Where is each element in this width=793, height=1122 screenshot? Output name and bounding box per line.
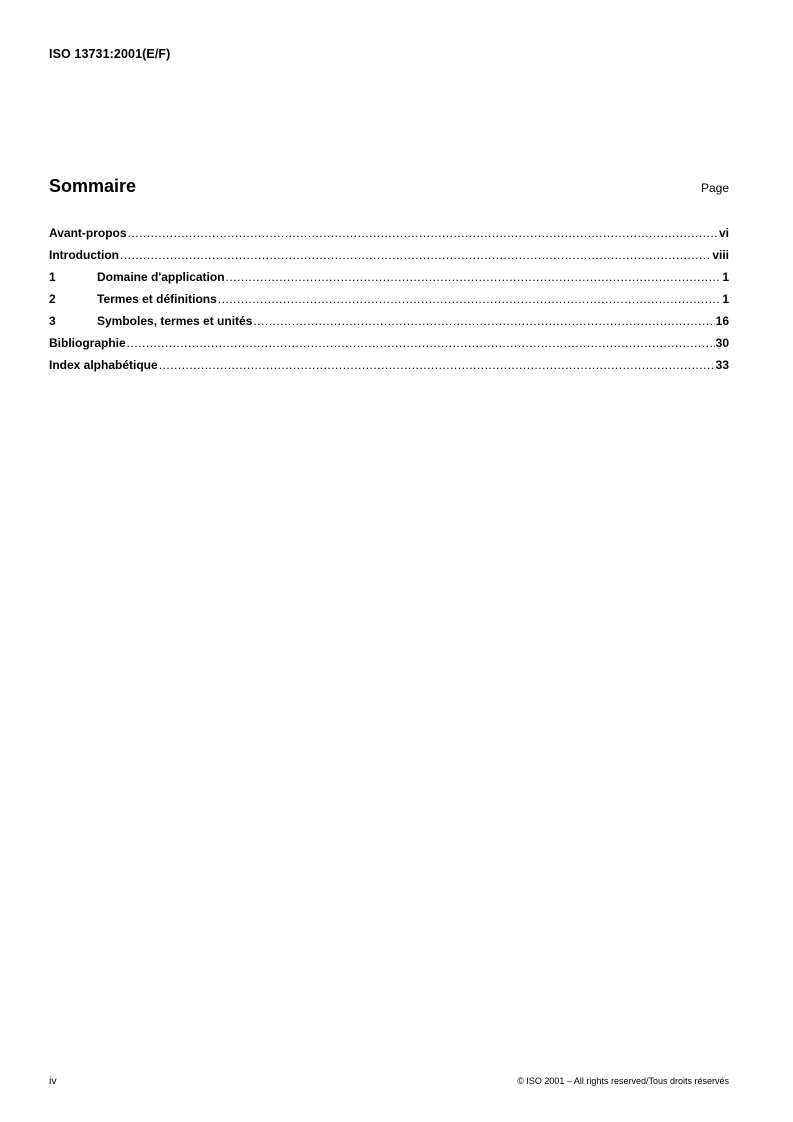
footer-copyright: © ISO 2001 – All rights reserved/Tous droits réservés — [517, 1076, 729, 1086]
toc-heading — [49, 176, 729, 200]
toc-entry-page: 16 — [715, 314, 729, 328]
toc-entry-number: 1 — [49, 270, 56, 284]
toc-entry-number: 3 — [49, 314, 56, 328]
toc-entry-page: vi — [718, 226, 729, 240]
toc-list — [49, 222, 729, 376]
toc-page-column-label: Page — [700, 181, 729, 195]
document-id: ISO 13731:2001(E/F) — [49, 47, 171, 61]
toc-entry-label: Introduction — [49, 248, 119, 262]
toc-leader-dots — [218, 288, 722, 310]
toc-leader-dots — [128, 222, 718, 244]
toc-entry-introduction[interactable] — [49, 244, 729, 266]
toc-entry-label: Bibliographie — [49, 336, 126, 350]
toc-entry-domaine-application[interactable] — [49, 266, 729, 288]
toc-leader-dots — [226, 266, 722, 288]
toc-entry-page: 30 — [715, 336, 729, 350]
toc-entry-page: 1 — [722, 270, 729, 284]
toc-entry-label: Domaine d'application — [97, 270, 225, 284]
toc-entry-index-alphabetique[interactable] — [49, 354, 729, 376]
toc-entry-label: Symboles, termes et unités — [97, 314, 253, 328]
toc-entry-page: 33 — [715, 358, 729, 372]
toc-entry-page: 1 — [722, 292, 729, 306]
toc-entry-label: Index alphabétique — [49, 358, 158, 372]
toc-entry-bibliographie[interactable] — [49, 332, 729, 354]
toc-entry-page: viii — [712, 248, 729, 262]
toc-entry-symboles-termes-unites[interactable] — [49, 310, 729, 332]
toc-entry-avant-propos[interactable] — [49, 222, 729, 244]
toc-title: Sommaire — [49, 176, 137, 196]
footer-page-number: iv — [49, 1075, 57, 1087]
toc-entry-label: Termes et définitions — [97, 292, 217, 306]
toc-leader-dots — [159, 354, 715, 376]
toc-leader-dots — [127, 332, 715, 354]
toc-entry-termes-definitions[interactable] — [49, 288, 729, 310]
toc-leader-dots — [120, 244, 711, 266]
toc-entry-number: 2 — [49, 292, 56, 306]
toc-entry-label: Avant-propos — [49, 226, 127, 240]
toc-leader-dots — [253, 310, 714, 332]
